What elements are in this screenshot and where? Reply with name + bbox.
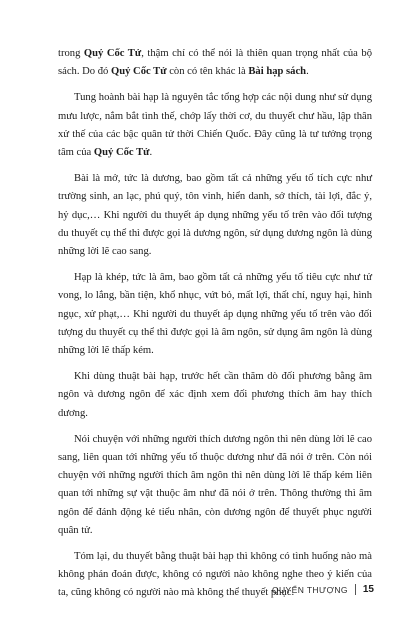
text-run: còn có tên khác là	[166, 66, 249, 78]
running-footer	[0, 584, 416, 595]
paragraph	[58, 89, 372, 162]
text-run: Nói chuyện với những người thích dương ngôn thì nên dùng lời lẽ cao sang, liên quan tới những yếu tố thuộc dương như đã nói ở trên. Còn nói chuyện với những người thích âm ngôn thì nên dùng lời lẽ thấp kém liên quan tới những sự vật thuộc âm như đã nói ở trên. Thông thường thì âm ngôn để đánh động kẻ tiểu nhân, còn dương ngôn để thuyết phục người quân tử.	[58, 433, 372, 536]
text-run: , thậm chí có thể nói là thiên quan trọng nhất của bộ sách. Do đó	[58, 48, 372, 78]
paragraph	[58, 170, 372, 261]
text-run: Bài là mở, tức là dương, bao gồm tất cả những yếu tố tích cực như trường sinh, an lạc, phú quý, tôn vinh, hiển danh, sở thích, tài lợi, đắc ý, hỷ dục,… Khi người du thuyết áp dụng những yếu tố trên vào đối tượng du thuyết cụ thể thì được gọi là dương ngôn, sử dụng dương ngôn là dùng những lời lẽ cao sang.	[58, 173, 372, 258]
footer-divider	[355, 584, 356, 595]
footer-section-title: QUYỂN THƯỢNG	[272, 584, 348, 595]
page-number: 15	[362, 584, 374, 595]
bold-text: Bài hạp sách	[248, 66, 307, 78]
text-run: trong	[58, 48, 84, 59]
paragraph	[58, 269, 372, 360]
text-run: Tung hoành bài hạp là nguyên tắc tổng hợp các nội dung như sử dụng mưu lược, nắm bắt tình thế, chớp lấy thời cơ, du thuyết chư hầu, lập thân xử thế của các bậc quân tử thời Chiến Quốc. Đây cũng là tư tưởng trọng tâm của	[58, 92, 372, 159]
paragraph	[58, 368, 372, 423]
text-run: Khi dùng thuật bài hạp, trước hết cần thăm dò đối phương bằng âm ngôn và dương ngôn để xác định xem đối phương thích âm hay thích dương.	[58, 371, 372, 419]
text-run: .	[149, 147, 153, 159]
text-run: .	[306, 66, 309, 78]
text-run: Tóm lại, du thuyết bằng thuật bài hạp thì không có tình huống nào mà không phán đoán được, không có người nào không nghe theo ý kiến của ta, cũng không có người nào mà không thể thuyết phục.	[58, 551, 372, 599]
bold-text: Quỷ Cốc Tử	[83, 48, 142, 59]
paragraph	[58, 431, 372, 540]
text-run: Hạp là khép, tức là âm, bao gồm tất cả những yếu tố tiêu cực như tử vong, lo lắng, bần tiện, khổ nhục, vứt bỏ, mất lợi, thất chí, nguy hại, hình ngục, xử phạt,… Khi người du thuyết áp dụng những yếu tố trên vào đối tượng du thuyết cụ thể thì được gọi là âm ngôn, sử dụng âm ngôn là dùng những lời lẽ thấp kém.	[58, 272, 372, 357]
page-body	[58, 45, 372, 611]
bold-text: Quỷ Cốc Tử	[93, 147, 150, 159]
paragraph	[58, 45, 372, 81]
bold-text: Quỷ Cốc Tử	[110, 66, 167, 78]
